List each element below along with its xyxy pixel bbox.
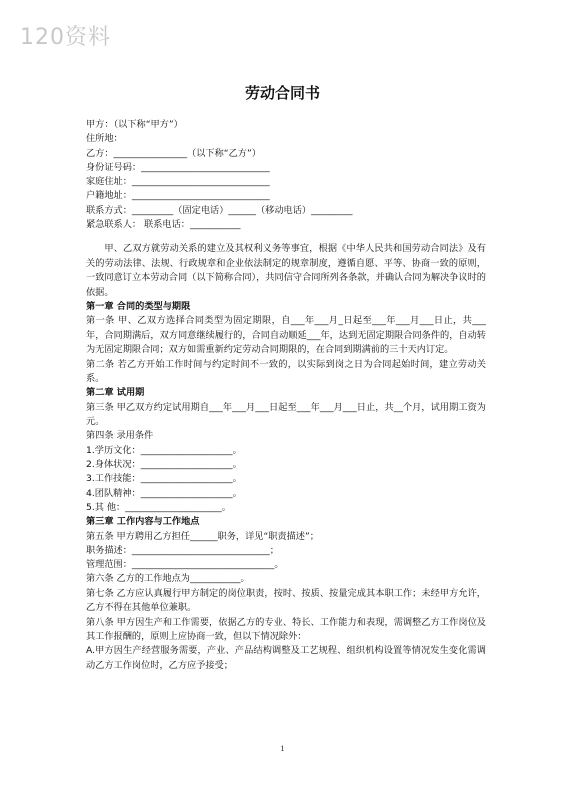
chapter-1-heading: 第一章 合同的类型与期限 bbox=[86, 301, 191, 312]
emergency-contact-line: 紧急联系人： 联系电话：___________ bbox=[86, 219, 241, 231]
document-title: 劳动合同书 bbox=[244, 84, 320, 102]
page-number: 1 bbox=[280, 744, 285, 753]
home-address-line: 家庭住址：______________________________ bbox=[86, 176, 270, 188]
address-line: 住所地： bbox=[86, 133, 123, 145]
chapter-3-heading: 第三章 工作内容与工作地点 bbox=[86, 516, 200, 528]
party-b-line: 乙方：________________（以下称“乙方”） bbox=[86, 147, 261, 159]
condition-health: 2.身体状况：____________________。 bbox=[86, 459, 242, 471]
management-scope-line: 管理范围：_______________________________。 bbox=[86, 559, 284, 571]
chapter-2-heading: 第二章 试用期 bbox=[86, 387, 145, 399]
article-1: 第一条 甲、乙双方选择合同类型为固定期限，自___年___月_日起至___年___月___日止，共___年，合同期满后，双方同意继续履行的，合同自动顺延___年，达到无固定期限合同条件的，自动转为无固定期限合同；双方如需重新约定劳动合同期限的，在合同到期满前的三十天内订定。 bbox=[86, 315, 486, 356]
article-4: 第四条 录用条件 bbox=[86, 430, 154, 442]
contract-body bbox=[86, 118, 486, 673]
party-a-line: 甲方：（以下称“甲方”） bbox=[86, 119, 183, 130]
preamble-paragraph: 甲、乙双方就劳动关系的建立及其权利义务等事宜，根据《中华人民共和国劳动合同法》及有关的劳动法律、法规、行政规章和企业依法制定的规章制度，遵循自愿、平等、协商一致的原则，一致同意订立本劳动合同（以下简称合同），共同信守合同所列各条款，并确认合同为解决争议时的依据。 bbox=[86, 243, 486, 298]
article-3: 第三条 甲乙双方约定试用期自___年___月___日起至___年___月___日止，共__个月，试用期工资为 元。 bbox=[86, 401, 486, 428]
article-8-item-a: A.甲方因生产经营服务需要，产业、产品结构调整及工艺规程、组织机构设置等情况发生变化需调动乙方工作岗位时，乙方应予接受； bbox=[86, 645, 486, 671]
household-address-line: 户籍地址：______________________________ bbox=[86, 190, 270, 202]
article-7: 第七条 乙方应认真履行甲方制定的岗位职责，按时、按质、按量完成其本职工作；未经甲方允许，乙方不得在其他单位兼职。 bbox=[86, 587, 486, 614]
condition-education: 1.学历文化：____________________。 bbox=[86, 444, 242, 456]
condition-teamwork: 4.团队精神：____________________。 bbox=[86, 487, 242, 499]
condition-other: 5.其 他：_____________________。 bbox=[86, 501, 231, 513]
article-6: 第六条 乙方的工作地点为___________。 bbox=[86, 573, 250, 585]
article-8: 第八条 甲方因生产和工作需要，依据乙方的专业、特长、工作能力和表现，需调整乙方工作岗位及其工作报酬的，原则上应协商一致，但以下情况除外： bbox=[86, 616, 486, 642]
article-2: 第二条 若乙方开始工作时间与约定时间不一致的，以实际到岗之日为合同起始时间，建立劳动关系。 bbox=[86, 358, 486, 384]
article-5: 第五条 甲方聘用乙方担任______职务，详见“职责描述”； bbox=[86, 530, 319, 542]
id-number-line: 身份证号码：____________________________ bbox=[86, 161, 270, 173]
watermark: 120资料 bbox=[20, 25, 111, 50]
condition-skills: 3.工作技能：____________________。 bbox=[86, 473, 242, 485]
duty-description-line: 职务描述：______________________________； bbox=[86, 544, 279, 556]
contact-line: 联系方式：_________（固定电话）______（移动电话）_________ bbox=[86, 204, 353, 216]
